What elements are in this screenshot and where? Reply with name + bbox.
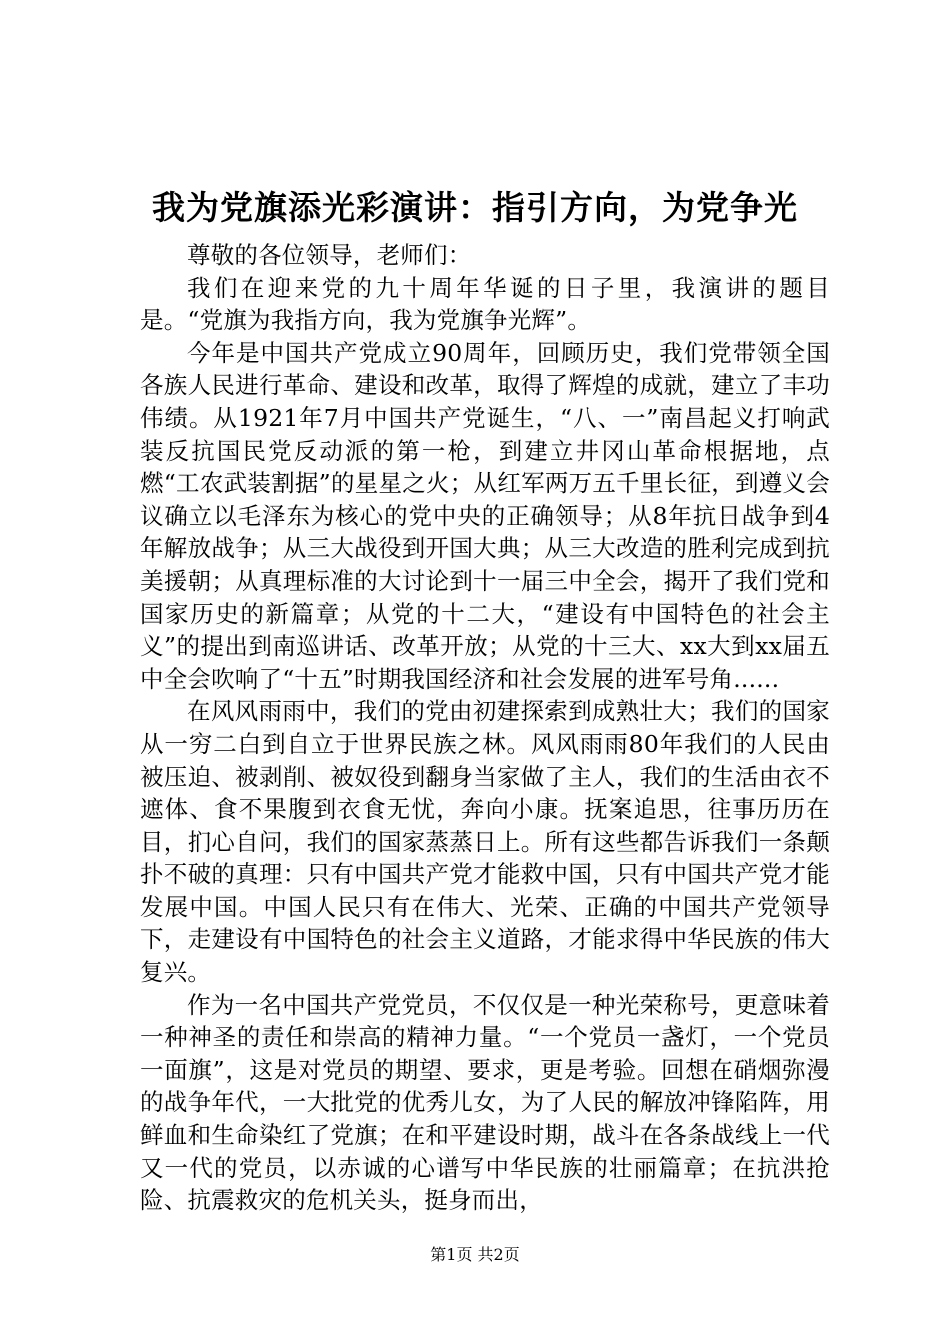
- document-title: 我为党旗添光彩演讲：指引方向，为党争光: [152, 188, 798, 227]
- paragraph-truth: 在风风雨雨中，我们的党由初建探索到成熟壮大；我们的国家从一穷二白到自立于世界民族之林。风风雨雨80年我们的人民由被压迫、被剥削、被奴役到翻身当家做了主人，我们的生活由衣不遮体、食不果腹到衣食无忧，奔向小康。抚案追思，往事历历在目，扪心自问，我们的国家蒸蒸日上。所有这些都告诉我们一条颠扑不破的真理：只有中国共产党才能救中国，只有中国共产党才能发展中国。中国人民只有在伟大、光荣、正确的中国共产党领导下，走建设有中国特色的社会主义道路，才能求得中华民族的伟大复兴。: [140, 697, 830, 987]
- paragraph-history: 今年是中国共产党成立90周年，回顾历史，我们党带领全国各族人民进行革命、建设和改革，取得了辉煌的成就，建立了丰功伟绩。从1921年7月中国共产党诞生，“八、一”南昌起义打响武装反抗国民党反动派的第一枪，到建立井冈山革命根据地，点燃“工农武装割据”的星星之火；从红军两万五千里长征，到遵义会议确立以毛泽东为核心的党中央的正确领导；从8年抗日战争到4年解放战争；从三大战役到开国大典；从三大改造的胜利完成到抗美援朝；从真理标准的大讨论到十一届三中全会，揭开了我们党和国家历史的新篇章；从党的十二大，“建设有中国特色的社会主义”的提出到南巡讲话、改革开放；从党的十三大、xx大到xx届五中全会吹响了“十五”时期我国经济和社会发展的进军号角......: [140, 338, 830, 693]
- paragraph-intro: 我们在迎来党的九十周年华诞的日子里，我演讲的题目是。“党旗为我指方向，我为党旗争光辉”。: [140, 273, 830, 335]
- page-number: 第1页 共2页: [430, 1245, 520, 1264]
- document-body: [140, 239, 830, 1217]
- paragraph-salutation: 尊敬的各位领导，老师们：: [187, 241, 472, 269]
- paragraph-party-member: 作为一名中国共产党党员，不仅仅是一种光荣称号，更意味着一种神圣的责任和崇高的精神力量。“一个党员一盏灯，一个党员一面旗”，这是对党员的期望、要求，更是考验。回想在硝烟弥漫的战争年代，一大批党的优秀儿女，为了人民的解放冲锋陷阵，用鲜血和生命染红了党旗；在和平建设时期，战斗在各条战线上一代又一代的党员，以赤诚的心谱写中华民族的壮丽篇章；在抗洪抢险、抗震救灾的危机关头，挺身而出，: [140, 990, 830, 1215]
